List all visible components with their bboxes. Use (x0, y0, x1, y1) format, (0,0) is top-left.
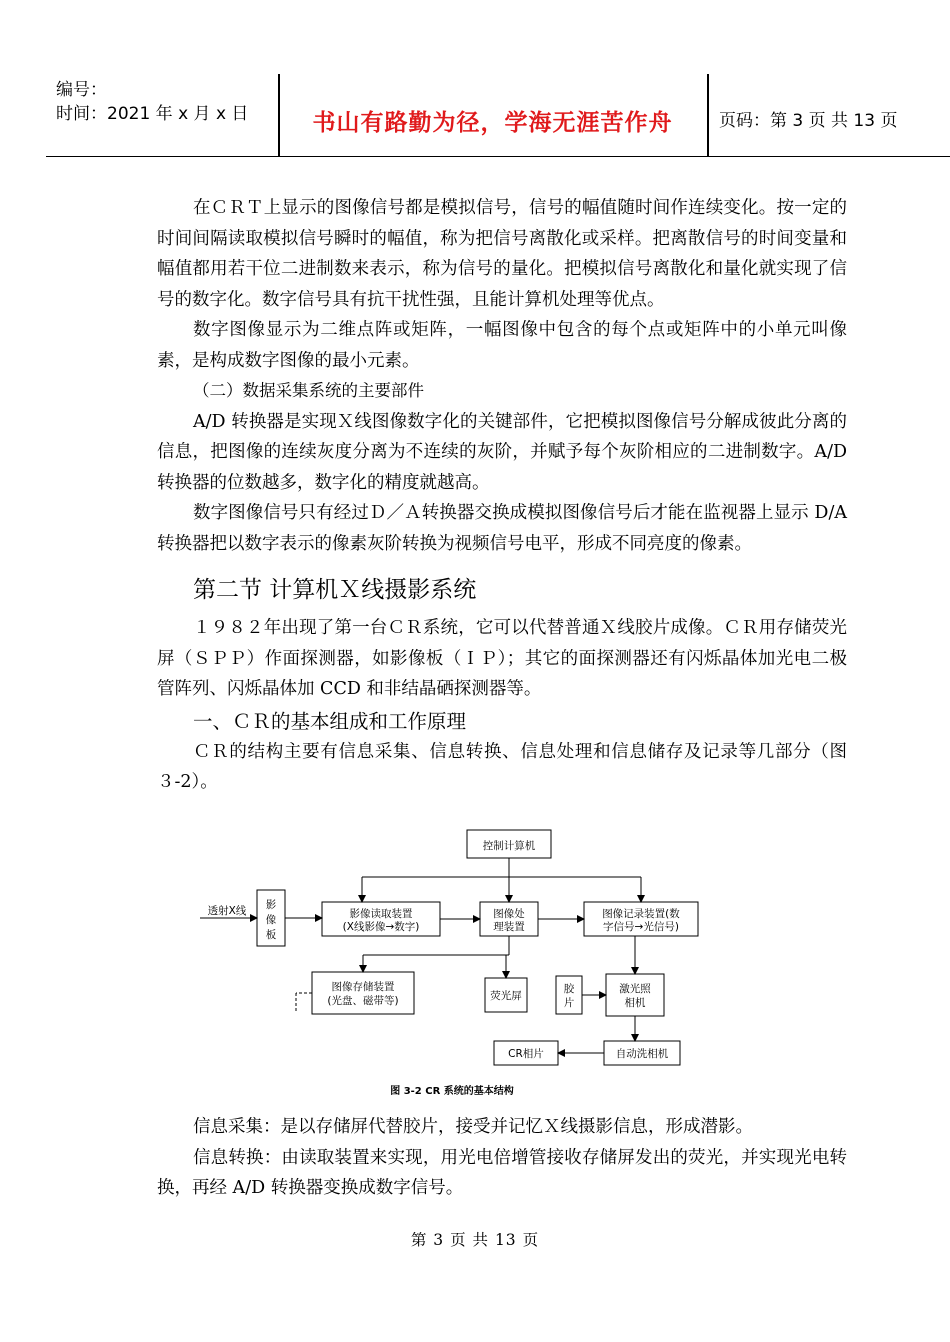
reader-label: (X线影像→数字) (342, 921, 420, 933)
document-body-lower (157, 1112, 847, 1204)
imaging-plate-label: 影 (265, 899, 277, 911)
page-header (46, 74, 950, 157)
processor-label: 图像处 (493, 908, 525, 920)
reader-label: 影像读取装置 (349, 908, 413, 920)
paragraph: 信息转换：由读取装置来实现，用光电倍增管接收存储屏发出的荧光，并实现光电转换，再经 A/D 转换器变换成数字信号。 (157, 1147, 847, 1198)
recorder-label: 字信号→光信号) (603, 921, 679, 933)
auto-processor-label: 自动洗相机 (615, 1048, 669, 1060)
paragraph: ＣＲ的结构主要有信息采集、信息转换、信息处理和信息储存及记录等几部分（图３-2）。 (157, 741, 847, 792)
cr-photo-label: CR相片 (508, 1048, 544, 1060)
page-footer: 第 3 页 共 13 页 (410, 1231, 540, 1249)
paragraph: １９８２年出现了第一台ＣＲ系统，它可以代替普通Ｘ线胶片成像。ＣＲ用存储荧光屏（ＳＰＰ）作面探测器，如影像板（ＩＰ）；其它的面探测器还有闪烁晶体加光电二极管阵列、闪烁晶体加 CCD 和非结晶硒探测器等。 (157, 618, 847, 699)
input-label: 透射X线 (207, 905, 247, 917)
storage-box (312, 972, 414, 1014)
header-divider (707, 74, 709, 156)
paragraph: 数字图像显示为二维点阵或矩阵，一幅图像中包含的每个点或矩阵中的小单元叫像素，是构成数字图像的最小元素。 (157, 320, 847, 371)
paragraph: 信息采集：是以存储屏代替胶片，接受并记忆Ｘ线摄影信息，形成潜影。 (193, 1117, 753, 1137)
processor-label: 理装置 (493, 921, 525, 933)
film-label: 片 (563, 997, 575, 1009)
section-title: 第二节 计算机Ｘ线摄影系统 (193, 577, 477, 603)
figure-caption: 图 3-2 CR 系统的基本结构 (390, 1086, 514, 1097)
subsection-title: 一、ＣＲ的基本组成和工作原理 (193, 709, 467, 733)
paragraph: 在ＣＲＴ上显示的图像信号都是模拟信号，信号的幅值随时间作连续变化。按一定的时间间隔读取模拟信号瞬时的幅值，称为把信号离散化或采样。把离散信号的时间变量和幅值都用若干位二进制数来表示，称为信号的量化。把模拟信号离散化和量化就实现了信号的数字化。数字信号具有抗干扰性强，且能计算机处理等优点。 (157, 198, 847, 310)
recorder-label: 图像记录装置(数 (602, 908, 680, 920)
film-label: 胶 (563, 983, 575, 995)
control-computer-label: 控制计算机 (482, 840, 536, 852)
storage-label: (光盘、磁带等) (327, 995, 399, 1007)
imaging-plate-label: 像 (265, 914, 277, 926)
document-body (157, 193, 847, 798)
imaging-plate-label: 板 (265, 929, 277, 941)
paragraph: A/D 转换器是实现Ｘ线图像数字化的关键部件，它把模拟图像信号分解成彼此分离的信息，把图像的连续灰度分离为不连续的灰阶，并赋予每个灰阶相应的二进制数字。A/D 转换器的位数越多，数字化的精度就越高。 (157, 411, 847, 493)
paragraph: 数字图像信号只有经过Ｄ／Ａ转换器交换成模拟图像信号后才能在监视器上显示 D/A 转换器把以数字表示的像素灰阶转换为视频信号电平，形成不同亮度的像素。 (157, 503, 847, 554)
laser-camera-box (606, 974, 664, 1016)
cr-system-diagram (190, 822, 710, 1104)
storage-label: 图像存储装置 (331, 981, 395, 993)
header-motto: 书山有路勤为径，学海无涯苦作舟 (312, 110, 673, 136)
screen-label: 荧光屏 (490, 990, 522, 1002)
header-page-label: 页码：第 3 页 共 13 页 (719, 111, 898, 131)
paragraph-heading: （二）数据采集系统的主要部件 (193, 381, 424, 400)
laser-camera-label: 激光照 (619, 983, 651, 995)
header-time-label: 时间：2021 年 x 月 x 日 (56, 104, 249, 124)
header-number-label: 编号： (56, 80, 107, 100)
header-meta (56, 78, 248, 126)
laser-camera-label: 相机 (624, 997, 646, 1009)
